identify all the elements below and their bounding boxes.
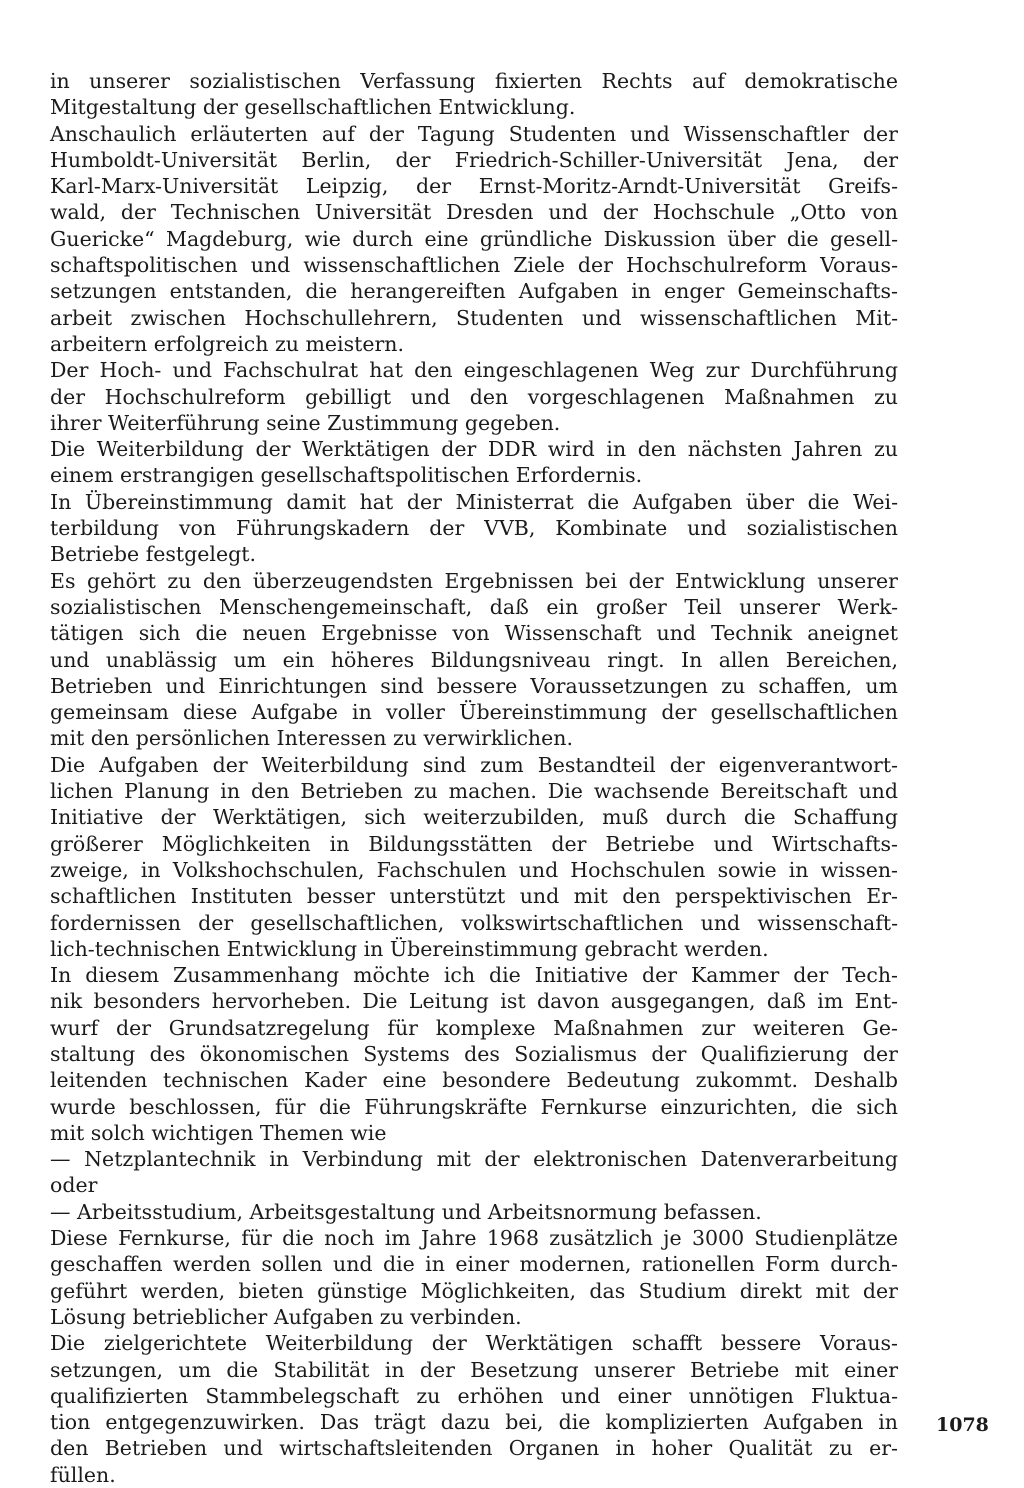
text-line: Die Aufgaben der Weiterbildung sind zum Bestandteil der eigenverantwort- [50,752,898,777]
text-line: gemeinsam diese Aufgabe in voller Übereinstimmung der gesellschaftlichen [50,700,898,725]
text-line: ihrer Weiterführung seine Zustimmung gegeben. [50,410,561,435]
text-line: fordernissen der gesellschaftlichen, volkswirtschaftlichen und wissenschaft- [50,910,898,935]
text-line: geführt werden, bieten günstige Möglichkeiten, das Studium direkt mit der [50,1278,898,1303]
text-line: den Betrieben und wirtschaftsleitenden Organen in hoher Qualität zu er- [50,1436,898,1461]
text-line: arbeitern erfolgreich zu meistern. [50,331,405,356]
text-line: geschaffen werden sollen und die in einer modernen, rationellen Form durch- [50,1252,898,1277]
text-line: — Arbeitsstudium, Arbeitsgestaltung und Arbeitsnormung befassen. [50,1199,762,1224]
text-line: qualifizierten Stammbelegschaft zu erhöhen und einer unnötigen Fluktua- [50,1383,898,1408]
text-line: in unserer sozialistischen Verfassung fixierten Rechts auf demokratische [50,69,898,93]
text-line: staltung des ökonomischen Systems des Sozialismus der Qualifizierung der [50,1041,898,1066]
text-line: oder [50,1173,98,1198]
text-line: zweige, in Volkshochschulen, Fachschulen und Hochschulen sowie in wissen- [50,857,898,882]
text-line: lichen Planung in den Betrieben zu machen. Die wachsende Bereitschaft und [50,779,898,804]
text-line: sozialistischen Menschengemeinschaft, daß ein großer Teil unserer Werk- [50,594,898,619]
text-line: mit solch wichtigen Themen wie [50,1120,387,1145]
text-line: füllen. [50,1462,116,1487]
text-line: Mitgestaltung der gesellschaftlichen Entwicklung. [50,95,576,120]
text-line: tion entgegenzuwirken. Das trägt dazu bei, die komplizierten Aufgaben in [50,1410,898,1435]
text-line: In Übereinstimmung damit hat der Ministerrat die Aufgaben über die Wei- [50,489,898,514]
text-line: Betrieben und Einrichtungen sind bessere Voraussetzungen zu schaffen, um [50,673,898,698]
text-line: Diese Fernkurse, für die noch im Jahre 1968 zusätzlich je 3000 Studienplätze [50,1226,898,1251]
text-line: Es gehört zu den überzeugendsten Ergebnissen bei der Entwicklung unserer [50,568,898,593]
text-line: In diesem Zusammenhang möchte ich die Initiative der Kammer der Tech- [50,963,898,988]
text-line: wald, der Technischen Universität Dresden und der Hochschule „Otto von [50,200,898,225]
text-line: einem erstrangigen gesellschaftspolitischen Erfordernis. [50,463,643,488]
text-line: Anschaulich erläuterten auf der Tagung Studenten und Wissenschaftler der [50,121,898,146]
text-line: tätigen sich die neuen Ergebnisse von Wissenschaft und Technik aneignet [50,621,898,646]
text-line: Lösung betrieblicher Aufgaben zu verbinden. [50,1304,522,1329]
text-line: Guericke“ Magdeburg, wie durch eine gründliche Diskussion über die gesell- [50,226,898,251]
text-line: setzungen, um die Stabilität in der Besetzung unserer Betriebe mit einer [50,1357,898,1382]
text-line: Initiative der Werktätigen, sich weiterzubilden, muß durch die Schaffung [50,805,898,830]
text-line: Betriebe festgelegt. [50,542,256,567]
text-line: setzungen entstanden, die herangereiften Aufgaben in enger Gemeinschafts- [50,279,898,304]
text-line: Der Hoch- und Fachschulrat hat den eingeschlagenen Weg zur Durchführung [50,358,898,383]
text-line: der Hochschulreform gebilligt und den vorgeschlagenen Maßnahmen zu [50,384,898,409]
text-line: nik besonders hervorheben. Die Leitung ist davon ausgegangen, daß im Ent- [50,989,898,1014]
text-line: arbeit zwischen Hochschullehrern, Studenten und wissenschaftlichen Mit- [50,305,898,330]
text-line: Die Weiterbildung der Werktätigen der DDR wird in den nächsten Jahren zu [50,437,898,462]
text-line: leitenden technischen Kader eine besondere Bedeutung zukommt. Deshalb [50,1068,898,1093]
text-line: terbildung von Führungskadern der VVB, Kombinate und sozialistischen [50,516,898,541]
text-line: Humboldt-Universität Berlin, der Friedrich-Schiller-Universität Jena, der [50,147,898,172]
text-line: schaftlichen Instituten besser unterstützt und mit den perspektivischen Er- [50,884,898,909]
text-line: größerer Möglichkeiten in Bildungsstätten der Betriebe und Wirtschafts- [50,831,898,856]
text-line: Karl-Marx-Universität Leipzig, der Ernst-Moritz-Arndt-Universität Greifs- [50,174,898,199]
text-line: schaftspolitischen und wissenschaftlichen Ziele der Hochschulreform Voraus- [50,253,898,278]
body-text [50,68,898,1488]
text-line: — Netzplantechnik in Verbindung mit der elektronischen Datenverarbeitung [50,1147,898,1172]
text-line: Die zielgerichtete Weiterbildung der Werktätigen schafft bessere Voraus- [50,1331,898,1356]
text-line: mit den persönlichen Interessen zu verwirklichen. [50,726,573,751]
text-line: und unablässig um ein höheres Bildungsniveau ringt. In allen Bereichen, [50,647,898,672]
text-line: wurf der Grundsatzregelung für komplexe Maßnahmen zur weiteren Ge- [50,1015,898,1040]
page-number: 1078 [936,1414,989,1436]
text-line: wurde beschlossen, für die Führungskräfte Fernkurse einzurichten, die sich [50,1094,898,1119]
text-line: lich-technischen Entwicklung in Übereinstimmung gebracht werden. [50,936,769,961]
